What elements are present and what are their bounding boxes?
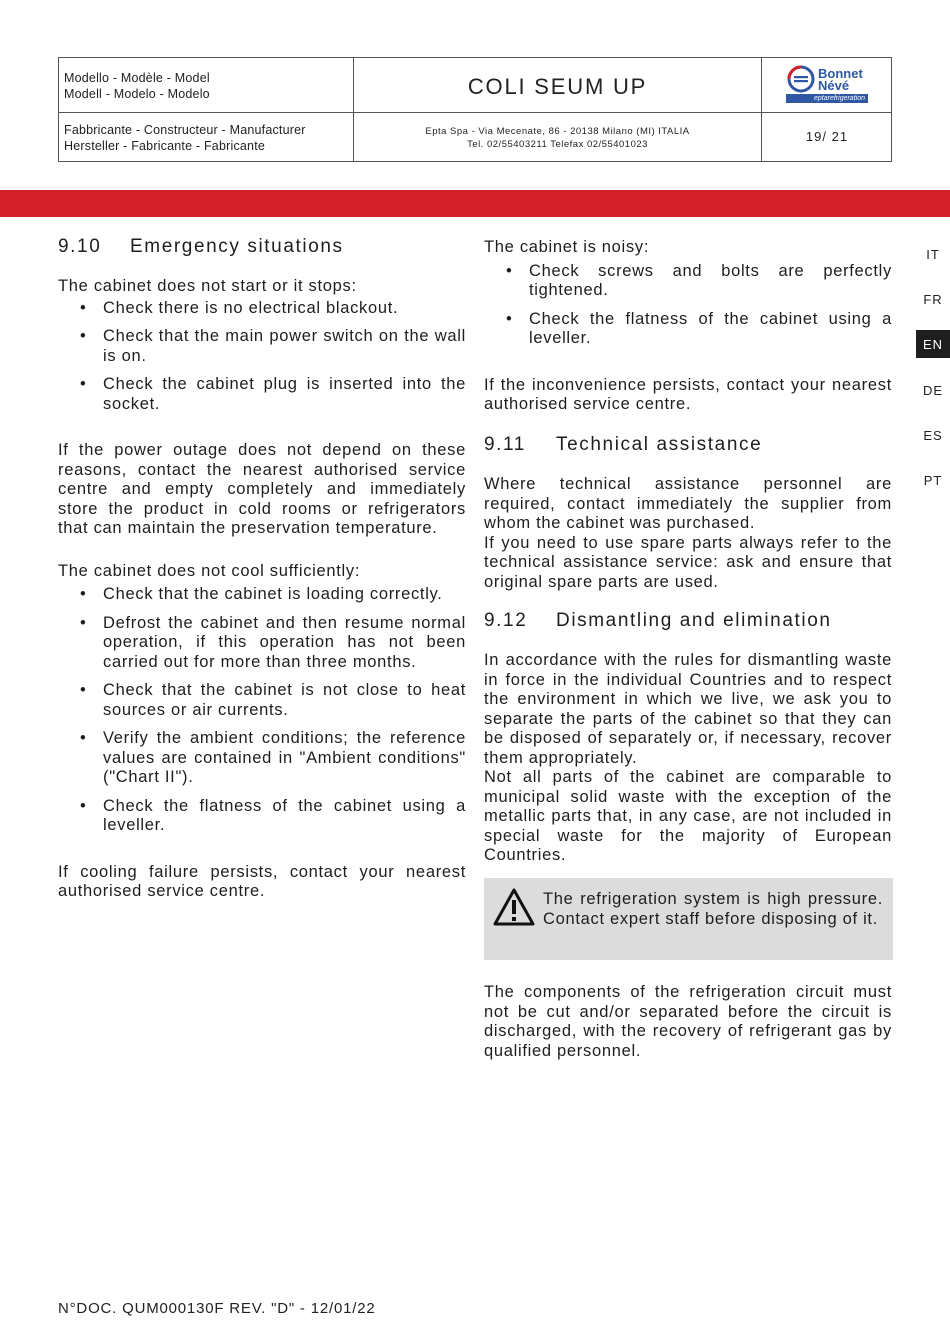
- emergency-left-column: [58, 277, 466, 902]
- logo-bar: [786, 94, 868, 103]
- list-item-text: Check that the cabinet is not close to heat sources or air currents.: [103, 681, 466, 719]
- list-item: • Check the flatness of the cabinet using a leveller.: [80, 796, 466, 834]
- list-item: • Defrost the cabinet and then resume normal operation, if this operation has not been carried out for more than three months.: [80, 613, 466, 671]
- noise-block: [484, 238, 892, 415]
- list-item-text: Check screws and bolts are perfectly tightened.: [529, 261, 892, 299]
- document-number-footer: N°DOC. QUM000130F REV. "D" - 12/01/22: [58, 1300, 376, 1317]
- language-tab-es[interactable]: ES: [916, 421, 950, 449]
- paragraph: Not all parts of the cabinet are comparable to municipal solid waste with the exception of the metallic parts that, in any case, are not included in special waste for the majority of European Countries.: [484, 768, 892, 864]
- list-item: • Check the flatness of the cabinet using a leveller.: [506, 309, 892, 347]
- logo-text: Névé: [818, 78, 850, 93]
- brand-logo: [786, 64, 868, 104]
- model-label: [64, 70, 210, 102]
- page-number: 19/ 21: [805, 129, 849, 144]
- section-heading-9-12: [484, 610, 832, 632]
- list-item: • Check that the cabinet is not close to heat sources or air currents.: [80, 681, 466, 719]
- section-title: Emergency situations: [130, 236, 344, 257]
- list-item-text: Check that the cabinet is loading correctly.: [103, 585, 443, 603]
- manufacturer-label: [64, 122, 306, 154]
- model-label-line: Modello - Modèle - Model: [64, 71, 210, 85]
- warning-triangle-icon: [492, 887, 536, 927]
- language-tab-de[interactable]: DE: [916, 376, 950, 404]
- dismantling-text: [484, 651, 892, 866]
- language-tab-en[interactable]: EN: [916, 330, 950, 358]
- list-item-text: Verify the ambient conditions; the reference values are contained in "Ambient conditions" ("Chart II").: [103, 729, 466, 786]
- warning-box: [484, 878, 893, 960]
- paragraph: Where technical assistance personnel are required, contact immediately the supplier from whom the cabinet was purchased.: [484, 475, 892, 532]
- manufacturer-address: [354, 125, 761, 151]
- section-number: 9.10: [58, 236, 102, 257]
- list-item: • Verify the ambient conditions; the reference values are contained in "Ambient conditions" ("Chart II").: [80, 729, 466, 786]
- paragraph: The components of the refrigeration circuit must not be cut and/or separated before the circuit is discharged, with the recovery of refrigerant gas by qualified personnel.: [484, 983, 892, 1060]
- paragraph: In accordance with the rules for dismantling waste in force in the individual Countries and to respect the environment in which we live, we ask you to separate the parts of the cabinet so that they can be disposed of separately or, if necessary, recover them appropriately.: [484, 651, 892, 767]
- check-list: [484, 262, 892, 349]
- list-item-text: Check the cabinet plug is inserted into the socket.: [103, 375, 466, 413]
- section-heading-9-11: [484, 434, 762, 456]
- list-item: • Check the cabinet plug is inserted into the socket.: [80, 375, 466, 413]
- paragraph: If the inconvenience persists, contact your nearest authorised service centre.: [484, 375, 892, 413]
- list-item: • Check that the main power switch on the wall is on.: [80, 327, 466, 365]
- section-number: 9.12: [484, 610, 528, 631]
- issue-heading: The cabinet does not cool sufficiently:: [58, 561, 361, 580]
- section-title: Technical assistance: [556, 434, 763, 455]
- technical-assistance-text: [484, 475, 892, 592]
- logo-subtext: eptarefrigeration: [814, 95, 865, 102]
- final-paragraph-block: [484, 983, 892, 1061]
- list-item-text: Check the flatness of the cabinet using a leveller.: [529, 309, 892, 347]
- check-list: [58, 585, 466, 836]
- model-label-line: Modell - Modelo - Modelo: [64, 87, 210, 101]
- section-number: 9.11: [484, 434, 526, 455]
- language-tab-it[interactable]: IT: [916, 240, 950, 268]
- manufacturer-label-line: Hersteller - Fabricante - Fabricante: [64, 139, 266, 153]
- logo-text: Bonnet: [818, 66, 863, 81]
- header-divider: [761, 58, 762, 161]
- language-tab-pt[interactable]: PT: [916, 466, 950, 494]
- list-item-text: Check there is no electrical blackout.: [103, 298, 399, 317]
- paragraph: If cooling failure persists, contact your nearest authorised service centre.: [58, 862, 466, 900]
- list-item: • Check that the cabinet is loading correctly.: [80, 585, 443, 603]
- red-banner-strip: [0, 190, 950, 217]
- model-name: COLI SEUM UP: [467, 74, 648, 99]
- document-header-table: [58, 57, 892, 162]
- list-item-text: Defrost the cabinet and then resume normal operation, if this operation has not been carried out for more than three months.: [103, 613, 466, 671]
- paragraph: If the power outage does not depend on these reasons, contact the nearest authorised service centre and empty completely and immediately store the product in cold rooms or refrigerators that can maintain the preservation temperature.: [58, 441, 466, 537]
- list-item-text: Check the flatness of the cabinet using a leveller.: [103, 796, 466, 834]
- address-line: Tel. 02/55403211 Telefax 02/55401023: [467, 139, 648, 150]
- header-divider: [59, 112, 891, 113]
- manufacturer-label-line: Fabbricante - Constructeur - Manufacturer: [64, 123, 306, 137]
- logo-symbol-icon: [786, 64, 816, 94]
- list-item: • Check there is no electrical blackout.: [80, 298, 399, 317]
- paragraph: If you need to use spare parts always refer to the technical assistance service: ask and ensure that original spare parts are used.: [484, 533, 892, 591]
- issue-heading: The cabinet does not start or it stops:: [58, 277, 357, 295]
- issue-heading: The cabinet is noisy:: [484, 238, 650, 256]
- address-line: Epta Spa - Via Mecenate, 86 - 20138 Milano (MI) ITALIA: [425, 126, 690, 137]
- warning-text: The refrigeration system is high pressure. Contact expert staff before disposing of it.: [543, 890, 883, 928]
- section-title: Dismantling and elimination: [556, 610, 832, 631]
- list-item-text: Check that the main power switch on the wall is on.: [103, 327, 466, 365]
- list-item: • Check screws and bolts are perfectly tightened.: [506, 261, 892, 299]
- language-tab-fr[interactable]: FR: [916, 285, 950, 313]
- check-list: [58, 299, 466, 415]
- section-heading-9-10: [58, 236, 344, 258]
